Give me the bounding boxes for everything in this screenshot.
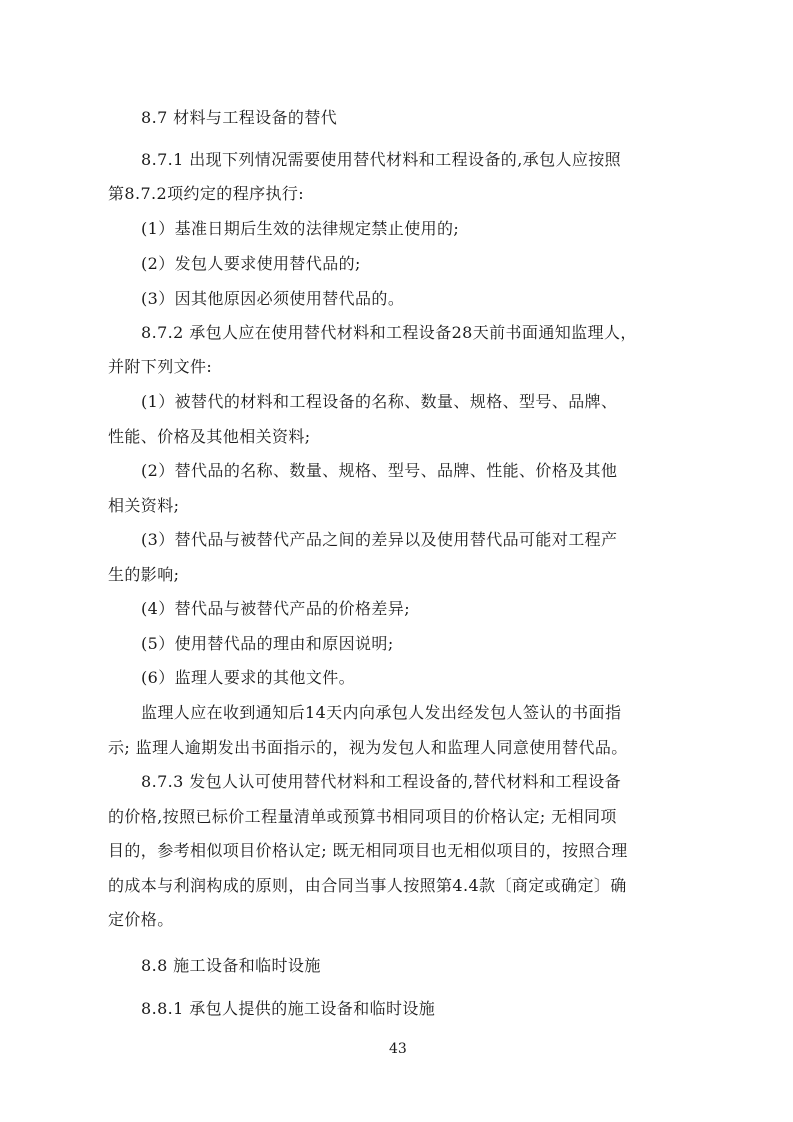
clause-8-8-1: 8.8.1 承包人提供的施工设备和临时设施 — [141, 999, 436, 1018]
clause-8-7-2-item-1-b: 性能、价格及其他相关资料; — [108, 427, 311, 446]
clause-8-7-2-line-2: 并附下列文件: — [108, 357, 213, 376]
clause-8-7-2-item-1-a: (1）被替代的材料和工程设备的名称、数量、规格、型号、品牌、 — [141, 392, 618, 411]
clause-8-7-1-item-2: (2）发包人要求使用替代品的; — [141, 254, 361, 273]
page-number: 43 — [389, 1041, 407, 1057]
clause-8-7-1-item-3: (3）因其他原因必须使用替代品的。 — [141, 289, 405, 308]
clause-8-7-2-item-2-b: 相关资料; — [108, 496, 180, 515]
clause-8-7-3-line-3: 目的，参考相似项目价格认定; 既无相同项目也无相似项目的，按照合理 — [108, 841, 628, 860]
clause-8-7-2-item-2-a: (2）替代品的名称、数量、规格、型号、品牌、性能、价格及其他 — [141, 461, 618, 480]
clause-8-7-1-line-1: 8.7.1 出现下列情况需要使用替代材料和工程设备的,承包人应按照 — [141, 150, 622, 169]
clause-8-7-1-item-1: (1）基准日期后生效的法律规定禁止使用的; — [141, 219, 460, 238]
clause-8-7-2-item-4: (4）替代品与被替代产品的价格差异; — [141, 599, 411, 618]
clause-8-7-3-line-2: 的价格,按照已标价工程量清单或预算书相同项目的价格认定; 无相同项 — [108, 807, 617, 826]
clause-8-7-2-item-3-a: (3）替代品与被替代产品之间的差异以及使用替代品可能对工程产 — [141, 530, 618, 549]
clause-8-7-2-item-3-b: 生的影响; — [108, 565, 180, 584]
clause-8-7-3-line-1: 8.7.3 发包人认可使用替代材料和工程设备的,替代材料和工程设备 — [141, 772, 622, 791]
clause-8-7-2-para-line-1: 监理人应在收到通知后14天内向承包人发出经发包人签认的书面指 — [141, 703, 622, 722]
clause-8-7-3-line-4: 的成本与利润构成的原则，由合同当事人按照第4.4款〔商定或确定〕确 — [108, 876, 627, 895]
section-heading-8-7: 8.7 材料与工程设备的替代 — [141, 108, 338, 127]
clause-8-7-2-para-line-2: 示; 监理人逾期发出书面指示的，视为发包人和监理人同意使用替代品。 — [108, 738, 628, 757]
clause-8-7-2-item-5: (5）使用替代品的理由和原因说明; — [141, 634, 394, 653]
clause-8-7-3-line-5: 定价格。 — [108, 910, 174, 929]
section-heading-8-8: 8.8 施工设备和临时设施 — [141, 956, 321, 975]
clause-8-7-1-line-2: 第8.7.2项约定的程序执行: — [108, 184, 305, 203]
clause-8-7-2-item-6: (6）监理人要求的其他文件。 — [141, 668, 356, 687]
clause-8-7-2-line-1: 8.7.2 承包人应在使用替代材料和工程设备28天前书面通知监理人， — [141, 323, 637, 342]
